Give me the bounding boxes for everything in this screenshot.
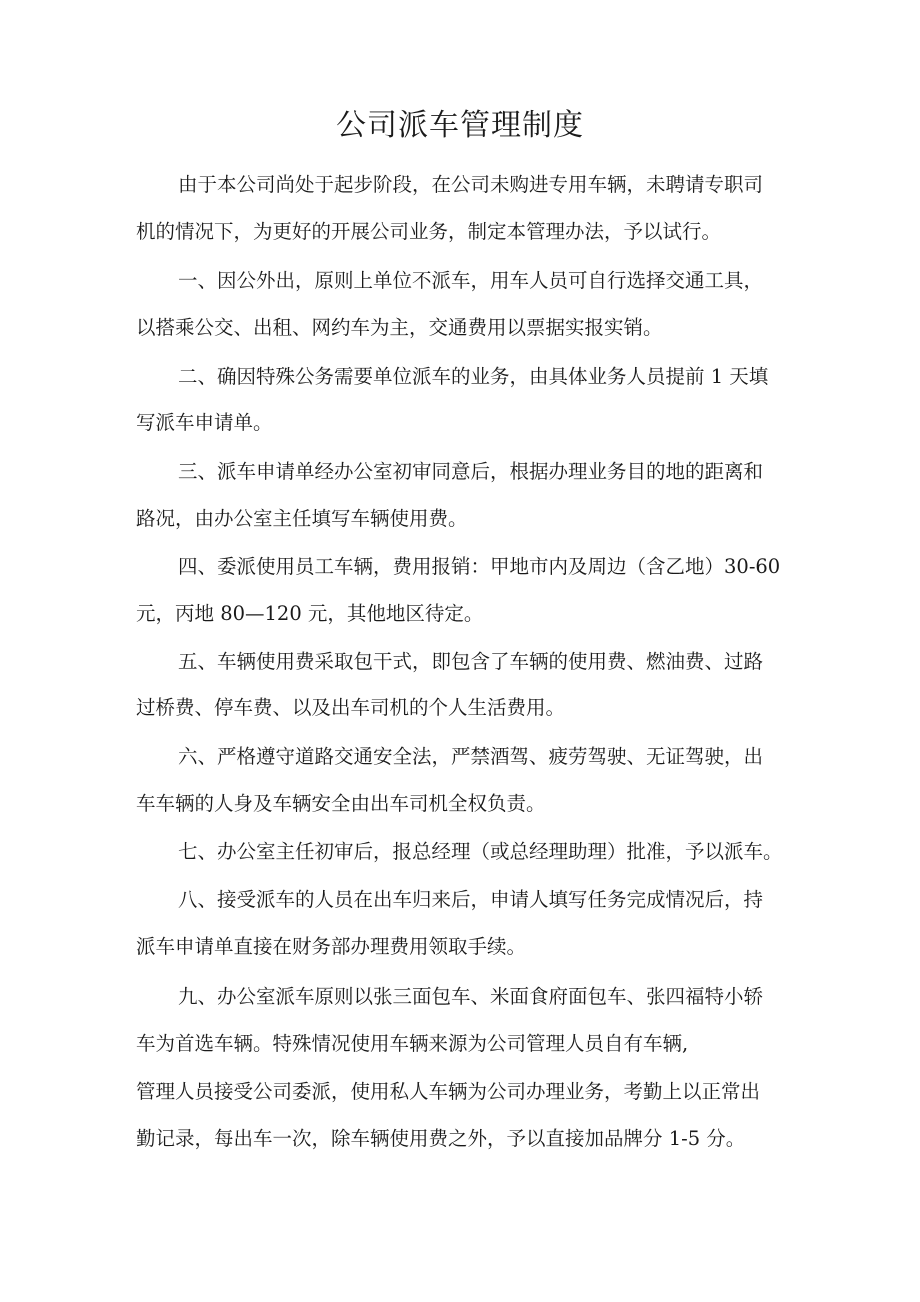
paragraph-item-1-line-1: 一、因公外出，原则上单位不派车，用车人员可自行选择交通工具，: [178, 269, 764, 292]
paragraph-item-4-line-2: 元，丙地 80—120 元，其他地区待定。: [136, 602, 484, 625]
paragraph-item-2-line-1: 二、确因特殊公务需要单位派车的业务，由具体业务人员提前 1 天填: [178, 365, 769, 388]
paragraph-item-7-line-1: 七、办公室主任初审后，报总经理（或总经理助理）批准，予以派车。: [178, 840, 783, 863]
paragraph-intro-line-2: 机的情况下，为更好的开展公司业务，制定本管理办法，予以试行。: [136, 220, 722, 243]
paragraph-item-3-line-2: 路况，由办公室主任填写车辆使用费。: [136, 507, 468, 530]
paragraph-item-9-line-4: 勤记录，每出车一次，除车辆使用费之外，予以直接加品牌分 1-5 分。: [136, 1127, 746, 1150]
paragraph-item-1-line-2: 以搭乘公交、出租、网约车为主，交通费用以票据实报实销。: [136, 316, 663, 339]
paragraph-item-8-line-1: 八、接受派车的人员在出车归来后，申请人填写任务完成情况后，持: [178, 888, 764, 911]
document-title: 公司派车管理制度: [336, 108, 584, 143]
paragraph-item-4-line-1: 四、委派使用员工车辆，费用报销：甲地市内及周边（含乙地）30-60: [178, 555, 781, 578]
paragraph-intro-line-1: 由于本公司尚处于起步阶段，在公司未购进专用车辆，未聘请专职司: [178, 173, 764, 196]
paragraph-item-8-line-2: 派车申请单直接在财务部办理费用领取手续。: [136, 935, 527, 958]
paragraph-item-5-line-1: 五、车辆使用费采取包干式，即包含了车辆的使用费、燃油费、过路: [178, 650, 764, 673]
paragraph-item-6-line-2: 车车辆的人身及车辆安全由出车司机全权负责。: [136, 792, 546, 815]
paragraph-item-2-line-2: 写派车申请单。: [136, 411, 273, 434]
paragraph-item-9-line-1: 九、办公室派车原则以张三面包车、米面食府面包车、张四福特小轿: [178, 985, 764, 1008]
paragraph-item-6-line-1: 六、严格遵守道路交通安全法，严禁酒驾、疲劳驾驶、无证驾驶，出: [178, 745, 764, 768]
paragraph-item-9-line-2: 车为首选车辆。特殊情况使用车辆来源为公司管理人员自有车辆,: [136, 1032, 689, 1055]
paragraph-item-5-line-2: 过桥费、停车费、以及出车司机的个人生活费用。: [136, 696, 566, 719]
paragraph-item-3-line-1: 三、派车申请单经办公室初审同意后，根据办理业务目的地的距离和: [178, 460, 764, 483]
paragraph-item-9-line-3: 管理人员接受公司委派，使用私人车辆为公司办理业务，考勤上以正常出: [136, 1080, 761, 1103]
